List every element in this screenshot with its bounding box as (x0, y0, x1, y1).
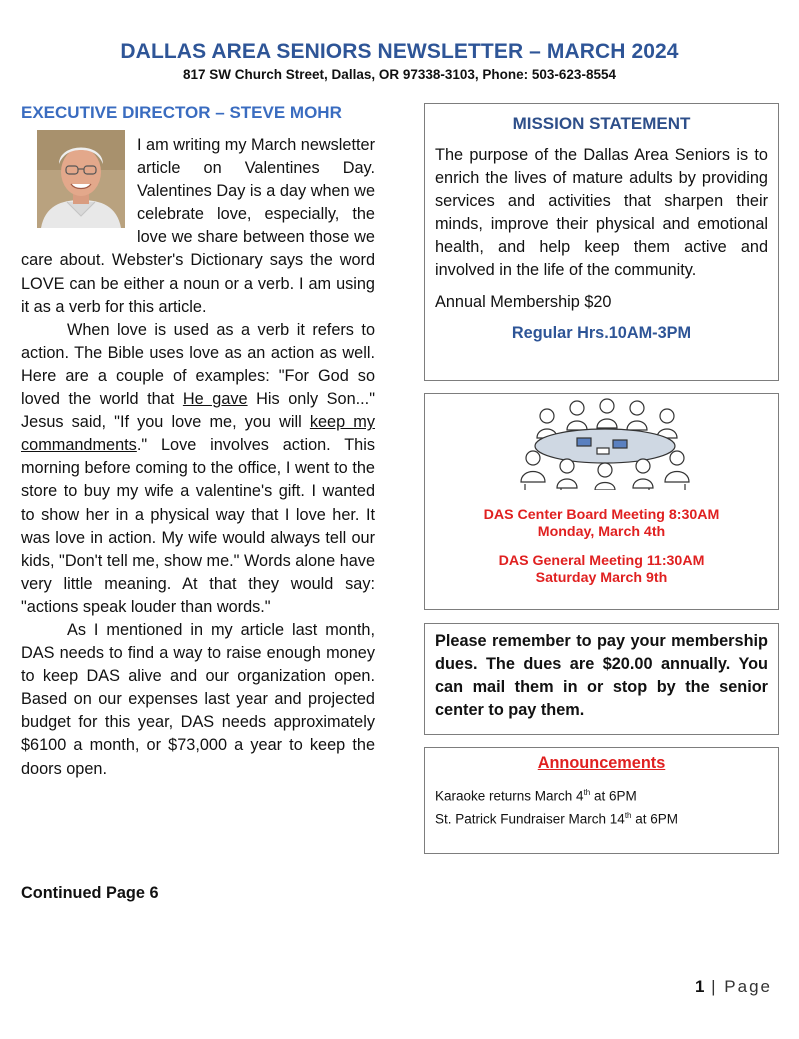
membership-fee: Annual Membership $20 (435, 292, 612, 311)
general-meeting-time: DAS General Meeting 11:30AM (498, 553, 705, 569)
newsletter-title: DALLAS AREA SENIORS NEWSLETTER – MARCH 2024 (120, 40, 679, 63)
announcements-box (424, 747, 779, 854)
article-paragraph-3: As I mentioned in my article last month, DAS needs to find a way to raise enough money to keep DAS alive and our organization open. Based on our expenses last year and projected budget for this year, DAS needs approximately $6100 a month, or $73,000 a year to keep the doors open. (21, 620, 375, 778)
announcement-karaoke: Karaoke returns March 4th at 6PM (435, 788, 637, 804)
mission-heading: MISSION STATEMENT (512, 114, 691, 133)
director-article (21, 134, 375, 781)
mission-text: The purpose of the Dallas Area Seniors is to enrich the lives of mature adults by providing services and activities that sharpen their minds, improve their physical and emotional health, and help keep them active and involved in the life of the community. (435, 146, 768, 280)
article-paragraph-1: I am writing my March newsletter article on Valentines Day. Valentines Day is a day when we celebrate love, especially, the love we share between those we care about. Webster's Dictionary says the word LOVE can be either a noun or a verb. I am using it as a verb for this article. (21, 136, 375, 316)
mission-statement-box (424, 103, 779, 381)
newsletter-address: 817 SW Church Street, Dallas, OR 97338-3103, Phone: 503-623-8554 (183, 67, 616, 82)
membership-dues-box (424, 623, 779, 735)
board-meeting-date: Monday, March 4th (537, 524, 666, 540)
article-paragraph-2: When love is used as a verb it refers to action. The Bible uses love as an action as well. Here are a couple of examples: "For God so loved the world that He gave His only Son..." Jesus said, "If you love me, you will keep my commandments." Love involves action. This morning before coming to the office, I went to the store to buy my wife a valentine's gift. I wanted to show her in a physical way that I love her. It was love in action. My wife would always tell our kids, "Don't tell me, show me." Words alone have very little meaning. At that they would say: "actions speak louder than words." (21, 320, 375, 616)
announcements-heading: Announcements (537, 754, 666, 772)
article-heading: EXECUTIVE DIRECTOR – STEVE MOHR (21, 103, 342, 122)
dues-reminder-text: Please remember to pay your membership dues. The dues are $20.00 annually. You can mail them in or stop by the senior center to pay them. (435, 632, 768, 720)
page-number: 1 | Page (694, 977, 772, 996)
meeting-table-illustration (517, 398, 693, 490)
board-meeting-time: DAS Center Board Meeting 8:30AM (483, 507, 720, 523)
regular-hours: Regular Hrs.10AM-3PM (511, 323, 692, 342)
general-meeting-date: Saturday March 9th (535, 570, 668, 586)
announcement-fundraiser: St. Patrick Fundraiser March 14th at 6PM (435, 811, 679, 827)
meetings-box (424, 393, 779, 610)
continued-note: Continued Page 6 (21, 884, 159, 902)
